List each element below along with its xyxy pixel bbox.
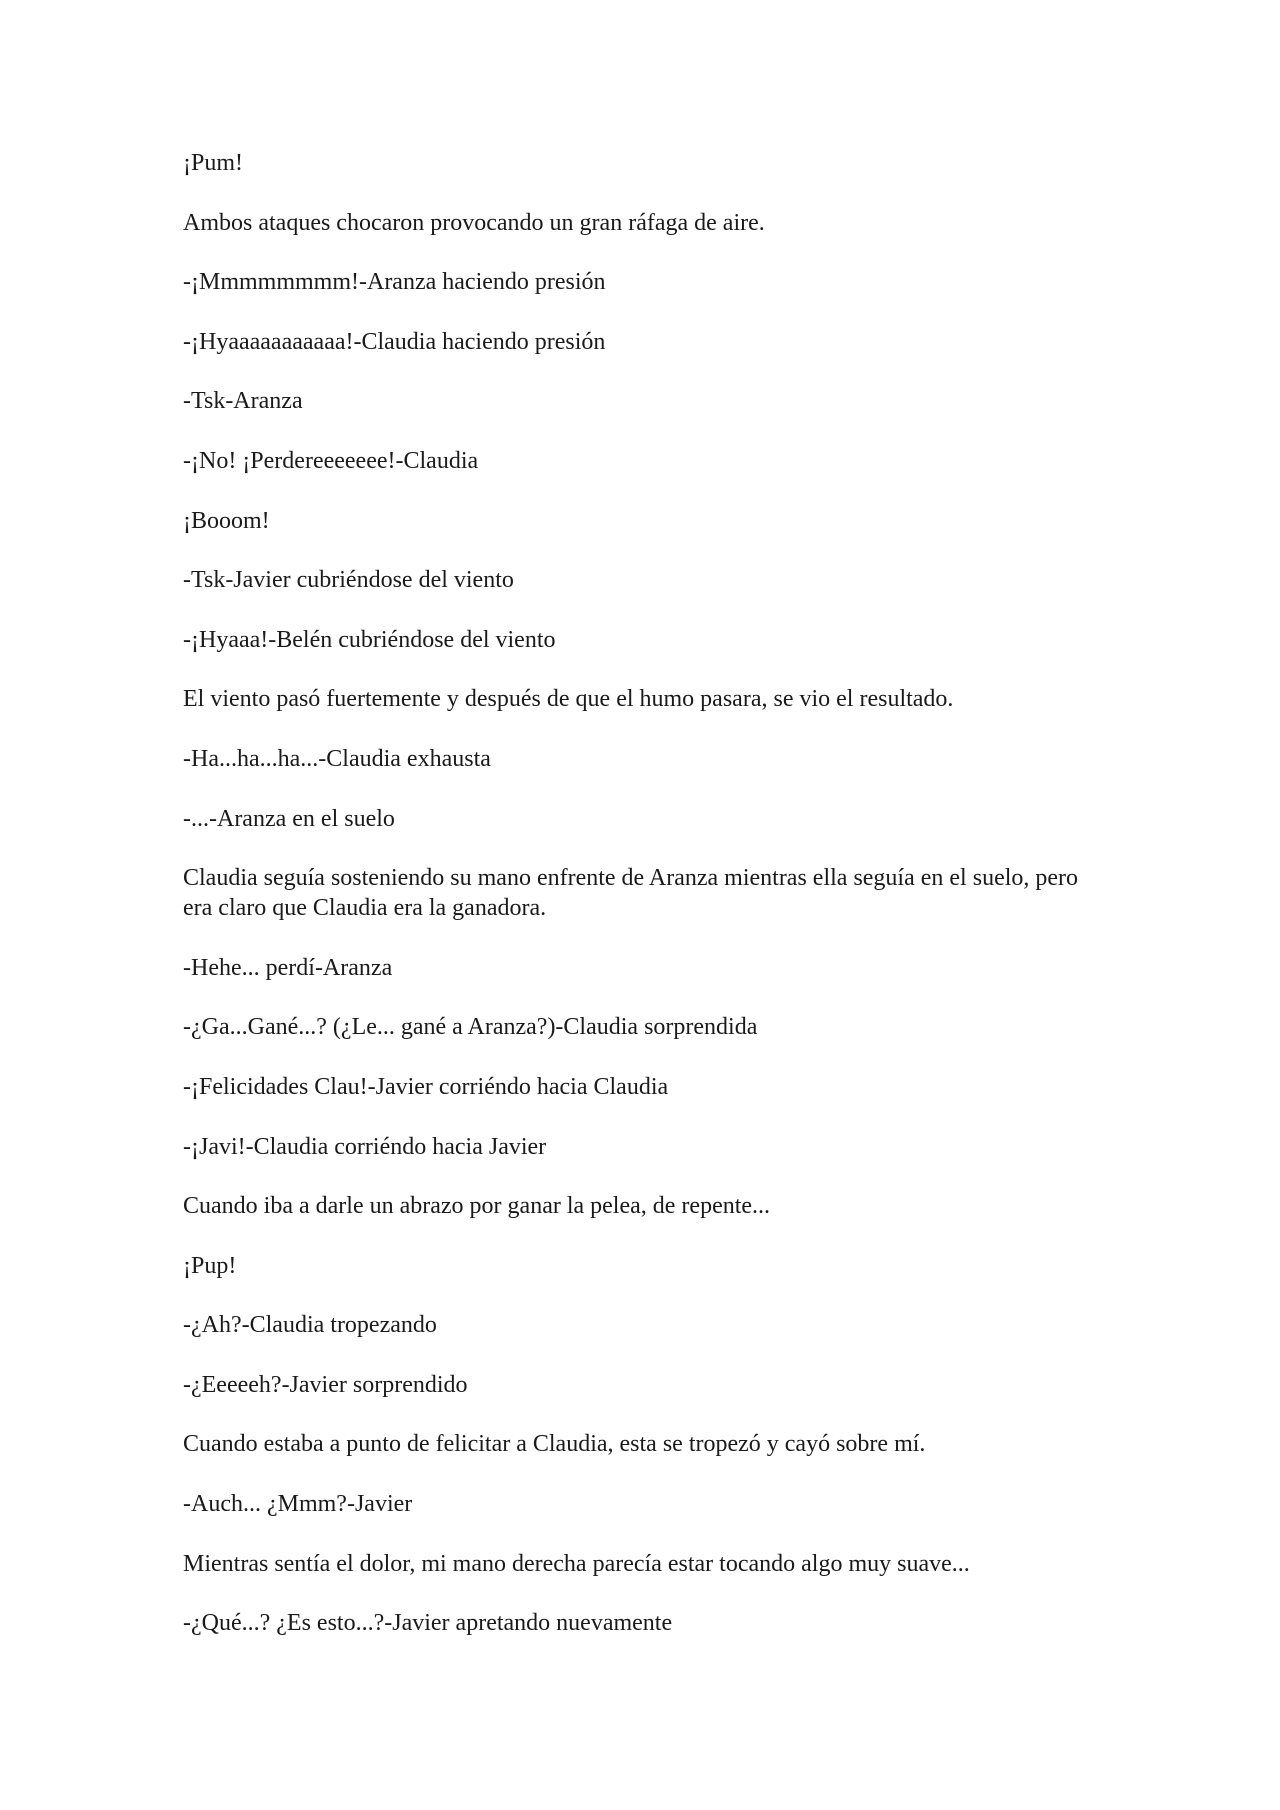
paragraph-21: -¿Eeeeeh?-Javier sorprendido xyxy=(183,1371,468,1398)
paragraph-8: -Tsk-Javier cubriéndose del viento xyxy=(183,567,514,594)
paragraph-24: Mientras sentía el dolor, mi mano derecha parecía estar tocando algo muy suave... xyxy=(183,1550,970,1577)
paragraph-23: -Auch... ¿Mmm?-Javier xyxy=(183,1491,413,1518)
paragraph-7: ¡Booom! xyxy=(183,507,270,534)
paragraph-5: -Tsk-Aranza xyxy=(183,388,303,415)
paragraph-13: Claudia seguía sosteniendo su mano enfrente de Aranza mientras ella seguía en el suelo, pero era claro que Claudia era la ganadora. xyxy=(183,865,1079,922)
paragraph-25: -¿Qué...? ¿Es esto...?-Javier apretando nuevamente xyxy=(183,1610,673,1637)
paragraph-6: -¡No! ¡Perdereeeeeee!-Claudia xyxy=(183,447,479,474)
paragraph-20: -¿Ah?-Claudia tropezando xyxy=(183,1312,437,1339)
document-body xyxy=(183,148,1103,1668)
paragraph-1: ¡Pum! xyxy=(183,150,243,176)
paragraph-3: -¡Mmmmmmmm!-Aranza haciendo presión xyxy=(183,269,606,296)
paragraph-2: Ambos ataques chocaron provocando un gran ráfaga de aire. xyxy=(183,209,765,236)
paragraph-14: -Hehe... perdí-Aranza xyxy=(183,954,393,981)
paragraph-18: Cuando iba a darle un abrazo por ganar la pelea, de repente... xyxy=(183,1193,771,1220)
paragraph-9: -¡Hyaaa!-Belén cubriéndose del viento xyxy=(183,626,556,653)
paragraph-11: -Ha...ha...ha...-Claudia exhausta xyxy=(183,745,491,772)
paragraph-22: Cuando estaba a punto de felicitar a Claudia, esta se tropezó y cayó sobre mí. xyxy=(183,1431,926,1458)
paragraph-4: -¡Hyaaaaaaaaaaa!-Claudia haciendo presión xyxy=(183,328,606,355)
paragraph-15: -¿Ga...Gané...? (¿Le... gané a Aranza?)-Claudia sorprendida xyxy=(183,1014,758,1041)
paragraph-12: -...-Aranza en el suelo xyxy=(183,805,395,832)
paragraph-17: -¡Javi!-Claudia corriéndo hacia Javier xyxy=(183,1133,547,1160)
paragraph-19: ¡Pup! xyxy=(183,1252,237,1279)
paragraph-10: El viento pasó fuertemente y después de que el humo pasara, se vio el resultado. xyxy=(183,686,954,713)
paragraph-16: -¡Felicidades Clau!-Javier corriéndo hacia Claudia xyxy=(183,1073,669,1100)
